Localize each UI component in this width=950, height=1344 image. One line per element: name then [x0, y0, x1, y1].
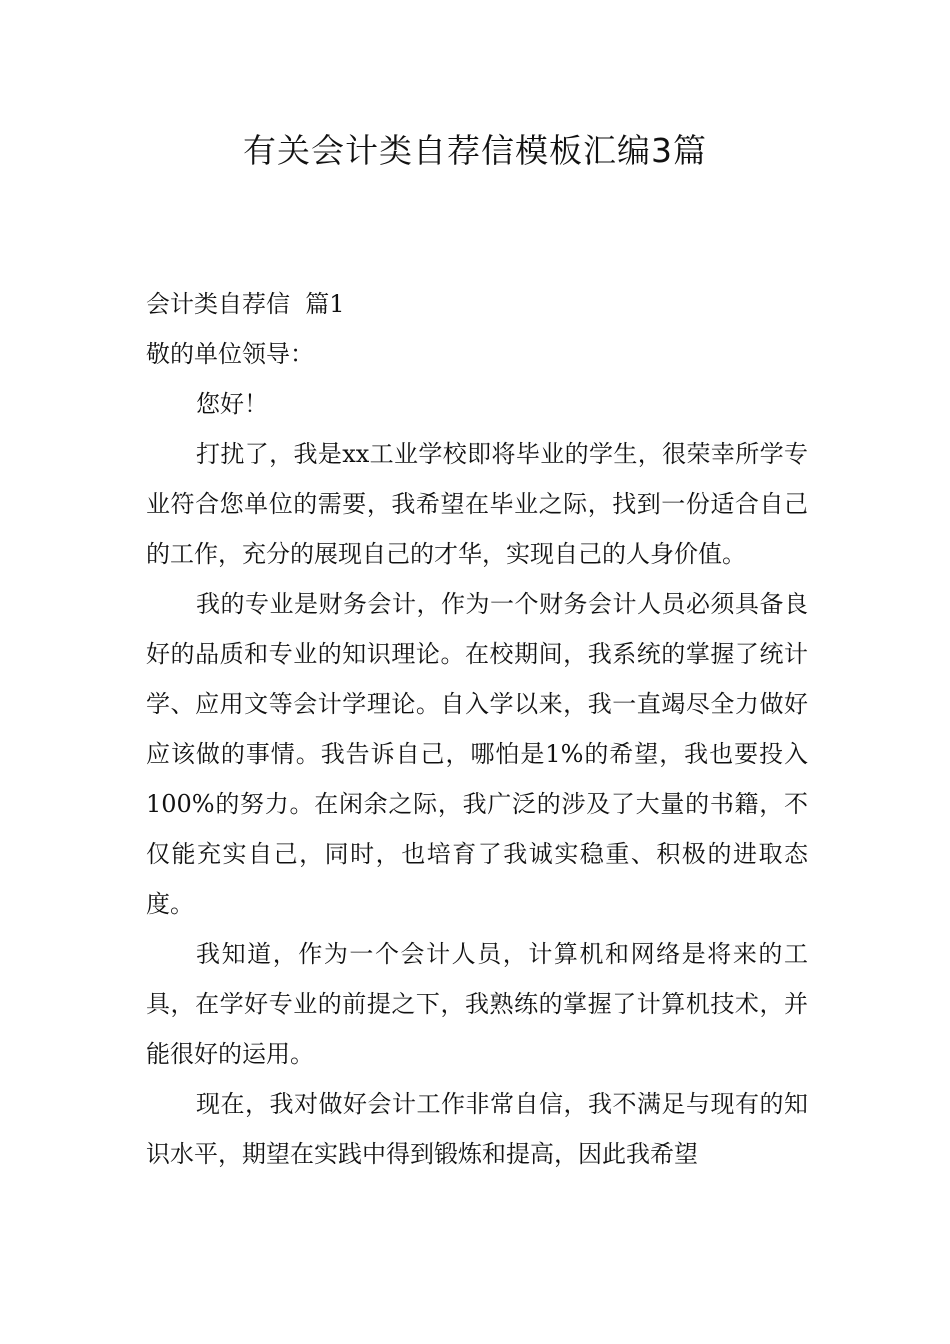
- paragraph-2: 我的专业是财务会计，作为一个财务会计人员必须具备良好的品质和专业的知识理论。在校期间，我系统的掌握了统计学、应用文等会计学理论。自入学以来，我一直竭尽全力做好应该做的事情。我告诉自己，哪怕是1%的希望，我也要投入100%的努力。在闲余之际，我广泛的涉及了大量的书籍，不仅能充实自己，同时，也培育了我诚实稳重、积极的进取态度。: [146, 590, 808, 918]
- paragraph-3: 我知道，作为一个会计人员，计算机和网络是将来的工具，在学好专业的前提之下，我熟练的掌握了计算机技术，并能很好的运用。: [146, 940, 808, 1068]
- greeting: 您好！: [196, 390, 268, 418]
- document-title: 有关会计类自荐信模板汇编3篇: [243, 131, 707, 170]
- paragraph-4: 现在，我对做好会计工作非常自信，我不满足与现有的知识水平，期望在实践中得到锻炼和提高，因此我希望: [146, 1090, 808, 1168]
- section-heading: 会计类自荐信 篇1: [146, 290, 345, 318]
- document-body: [146, 279, 808, 1179]
- salutation: 敬的单位领导：: [146, 340, 314, 368]
- paragraph-1: 打扰了，我是xx工业学校即将毕业的学生，很荣幸所学专业符合您单位的需要，我希望在毕业之际，找到一份适合自己的工作，充分的展现自己的才华，实现自己的人身价值。: [146, 440, 808, 568]
